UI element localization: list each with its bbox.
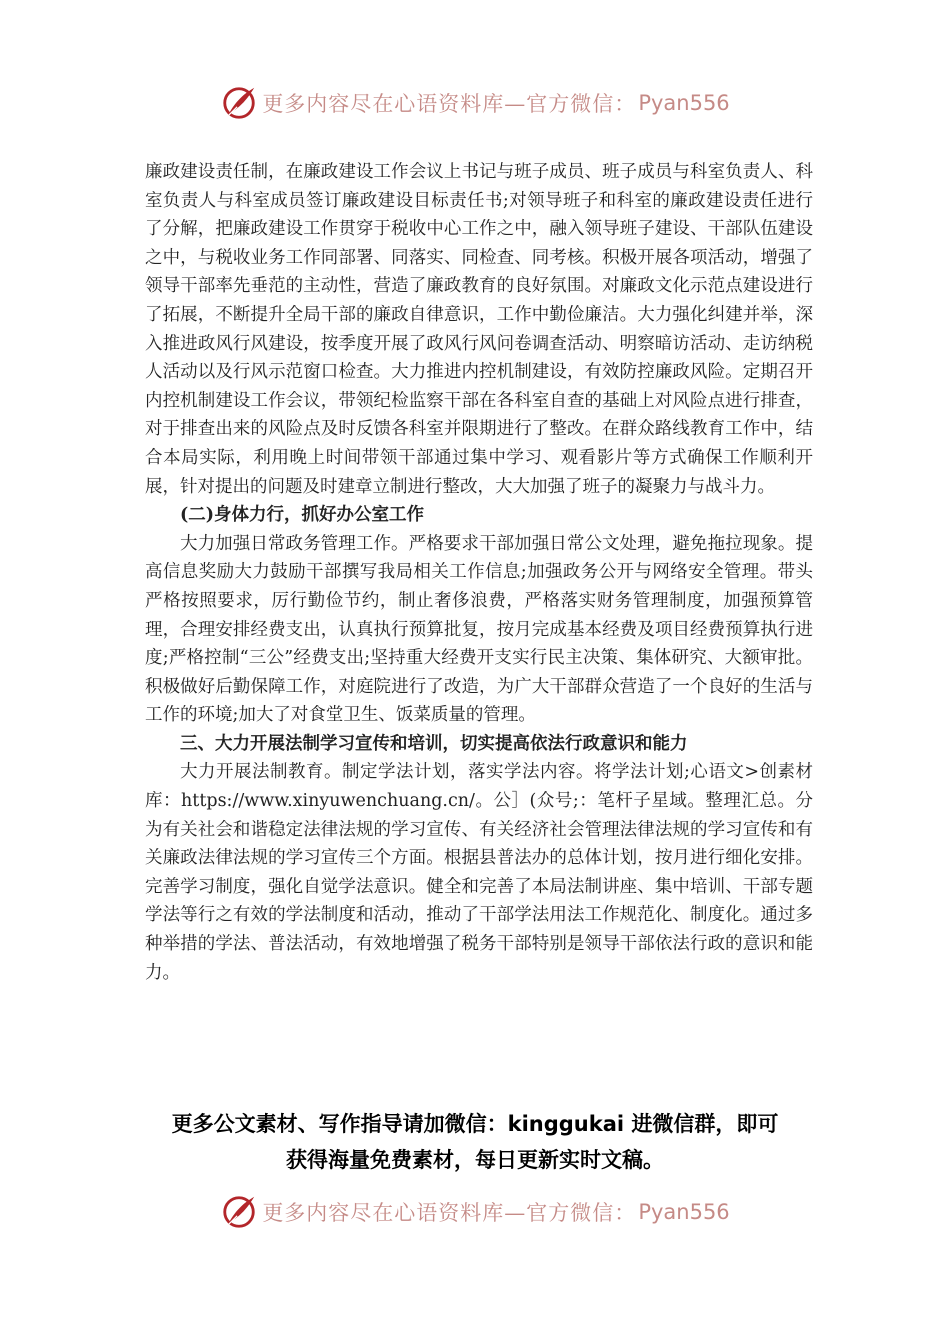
- banner-wechat-id: Pyan556: [638, 1200, 730, 1224]
- cta-line-2: 获得海量免费素材，每日更新实时文稿。: [286, 1148, 664, 1172]
- banner-wechat-id: Pyan556: [638, 91, 730, 115]
- banner-text: 更多内容尽在心语资料库—官方微信：: [262, 92, 637, 116]
- paragraph-2: 大力加强日常政务管理工作。严格要求干部加强日常公文处理，避免拖拉现象。提高信息奖励大力鼓励干部撰写我局相关工作信息;加强政务公开与网络安全管理。带头严格按照要求，厉行勤俭节约，制止奢侈浪费，严格落实财务管理制度，加强预算管理，合理安排经费支出，认真执行预算批复，按月完成基本经费及项目经费预算执行进度;严格控制“三公”经费支出;坚持重大经费开支实行民主决策、集体研究、大额审批。积极做好后勤保障工作，对庭院进行了改造，为广大干部群众营造了一个良好的生活与工作的环境;加大了对食堂卫生、饭菜质量的管理。: [145, 533, 813, 726]
- section-heading-2: (二)身体力行，抓好办公室工作: [180, 505, 425, 526]
- footer-banner: [0, 1187, 950, 1237]
- section-heading-3: 三、大力开展法制学习宣传和培训，切实提高依法行政意识和能力: [180, 733, 688, 754]
- header-banner: [0, 78, 950, 128]
- banner-text: 更多内容尽在心语资料库—官方微信：: [262, 1201, 637, 1225]
- document-body: [145, 158, 813, 987]
- quill-logo-icon: [220, 84, 258, 122]
- call-to-action: [100, 1106, 850, 1178]
- paragraph-3: 大力开展法制教育。制定学法计划，落实学法内容。将学法计划;心语文>创素材库：https://www.xinyuwenchuang.cn/。公］(众号;：笔杆子星域。整理汇总。分为有关社会和谐稳定法律法规的学习宣传、有关经济社会管理法律法规的学习宣传和有关廉政法律法规的学习宣传三个方面。根据县普法办的总体计划，按月进行细化安排。完善学习制度，强化自觉学法意识。健全和完善了本局法制讲座、集中培训、干部专题学法等行之有效的学法制度和活动，推动了干部学法用法工作规范化、制度化。通过多种举措的学法、普法活动，有效地增强了税务干部特别是领导干部依法行政的意识和能力。: [145, 762, 813, 983]
- quill-logo-icon: [220, 1193, 258, 1231]
- paragraph-1: 廉政建设责任制，在廉政建设工作会议上书记与班子成员、班子成员与科室负责人、科室负责人与科室成员签订廉政建设目标责任书;对领导班子和科室的廉政建设责任进行了分解，把廉政建设工作贯穿于税收中心工作之中，融入领导班子建设、干部队伍建设之中，与税收业务工作同部署、同落实、同检查、同考核。积极开展各项活动，增强了领导干部率先垂范的主动性，营造了廉政教育的良好氛围。对廉政文化示范点建设进行了拓展，不断提升全局干部的廉政自律意识，工作中勤俭廉洁。大力强化纠建并举，深入推进政风行风建设，按季度开展了政风行风问卷调查活动、明察暗访活动、走访纳税人活动以及行风示范窗口检查。大力推进内控机制建设，有效防控廉政风险。定期召开内控机制建设工作会议，带领纪检监察干部在各科室自查的基础上对风险点进行排查，对于排查出来的风险点及时反馈各科室并限期进行了整改。在群众路线教育工作中，结合本局实际，利用晚上时间带领干部通过集中学习、观看影片等方式确保工作顺利开展，针对提出的问题及时建章立制进行整改，大大加强了班子的凝聚力与战斗力。: [145, 162, 813, 497]
- cta-line-1: 更多公文素材、写作指导请加微信：kinggukai 进微信群，即可: [171, 1112, 779, 1136]
